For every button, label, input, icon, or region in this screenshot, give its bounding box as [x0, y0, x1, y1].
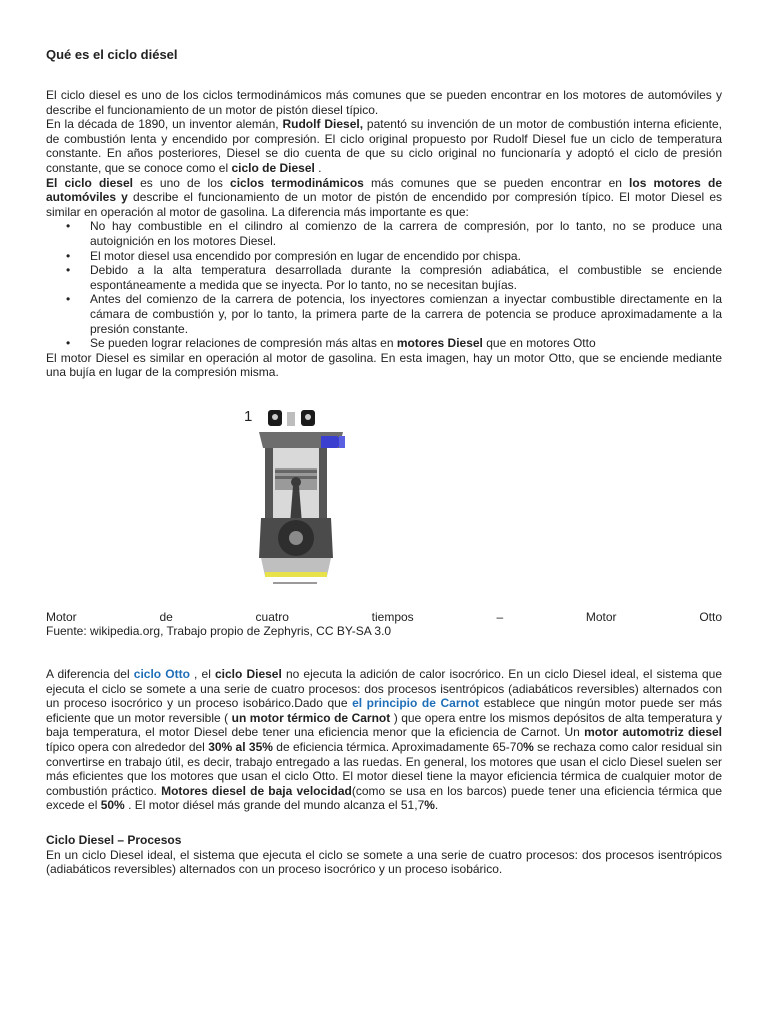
list-item: • Se pueden lograr relaciones de compresión más altas en motores Diesel que en motores Otto — [90, 336, 722, 351]
figure-source: Fuente: wikipedia.org, Trabajo propio de Zephyris, CC BY-SA 3.0 — [46, 624, 392, 639]
article-body — [46, 46, 722, 877]
differences-list — [46, 219, 722, 350]
history-paragraph: En la década de 1890, un inventor alemán, Rudolf Diesel, patentó su invención de un motor de combustión interna eficiente, de combustión lenta y encendido por compresión. El ciclo original propuesto por Rudolf Diesel fue un ciclo de temperatura constante. En años posteriores, Diesel se dio cuenta de que su ciclo original no funcionaría y adoptó el ciclo de presión constante, que se conoce como el ciclo de Diesel . — [46, 117, 722, 175]
engine-figure — [46, 400, 722, 600]
intro-paragraph: El ciclo diesel es uno de los ciclos termodinámicos más comunes que se pueden encontrar en los motores de automóviles y describe el funcionamiento de un motor de pistón diesel típico. — [46, 88, 722, 117]
figure-caption: Motor de cuatro tiempos – Motor Otto — [46, 609, 722, 624]
otto-engine-illustration — [251, 408, 351, 590]
carnot-principle-link[interactable]: el principio de Carnot — [352, 696, 480, 711]
definition-paragraph: El ciclo diesel es uno de los ciclos termodinámicos más comunes que se pueden encontrar en los motores de automóviles y describe el funcionamiento de un motor de pistón de encendido por compresión típico. El motor Diesel es similar en operación al motor de gasolina. La diferencia más importante es que: — [46, 175, 723, 219]
otto-cycle-link[interactable]: ciclo Otto — [133, 667, 190, 682]
page-title: Qué es el ciclo diésel — [46, 47, 178, 62]
list-item: • No hay combustible en el cilindro al comienzo de la carrera de compresión, por lo tanto, no se produce una autoignición en los motores Diesel. — [90, 219, 722, 248]
process-paragraph: En un ciclo Diesel ideal, el sistema que ejecuta el ciclo se somete a una serie de cuatro procesos: dos procesos isentrópicos (adiabáticos reversibles) alternados con un proceso isocrórico y un proceso isobárico. — [46, 847, 722, 877]
list-item: • Debido a la alta temperatura desarrollada durante la compresión adiabática, el combustible se enciende espontáneamente a medida que se inyecta. Por lo tanto, no se necesitan bujías. — [90, 263, 722, 292]
list-item: • Antes del comienzo de la carrera de potencia, los inyectores comienzan a inyectar combustible directamente en la cámara de combustión y, por lo tanto, la primera parte de la carrera de potencia se produce aproximadamente a la presión constante. — [90, 292, 722, 336]
section-subheading: Ciclo Diesel – Procesos — [46, 833, 182, 847]
otto-intro-paragraph: El motor Diesel es similar en operación al motor de gasolina. En esta imagen, hay un motor Otto, que se enciende mediante una bujía en lugar de la compresión misma. — [46, 350, 722, 380]
figure-number: 1 — [244, 407, 253, 425]
efficiency-paragraph: A diferencia del ciclo Otto , el ciclo Diesel no ejecuta la adición de calor isocrórico. En un ciclo Diesel ideal, el sistema que ejecuta el ciclo se somete a una serie de cuatro procesos: dos procesos isentrópicos (adiabáticos reversibles) alternados con un proceso isocrórico y un proceso isobárico.Dado que el principio de Carnot establece que ningún motor puede ser más eficiente que un motor reversible ( un motor térmico de Carnot ) que opera entre los mismos depósitos de alta temperatura y baja temperatura, el motor Diesel debe tener una eficiencia menor que la eficiencia de Carnot. Un motor automotriz diesel típico opera con alrededor del 30% al 35% de eficiencia térmica. Aproximadamente 65-70% se rechaza como calor residual sin convertirse en trabajo útil, es decir, trabajo entregado a las ruedas. En general, los motores que usan el ciclo Diesel suelen ser más eficientes que los motores que usan el ciclo Otto. El motor diesel tiene la mayor eficiencia térmica de cualquier motor de combustión práctico. Motores diesel de baja velocidad(como se usa en los barcos) puede tener una eficiencia térmica que excede el 50% . El motor diésel más grande del mundo alcanza el 51,7%. — [46, 667, 723, 813]
list-item: • El motor diesel usa encendido por compresión en lugar de encendido por chispa. — [90, 249, 722, 264]
